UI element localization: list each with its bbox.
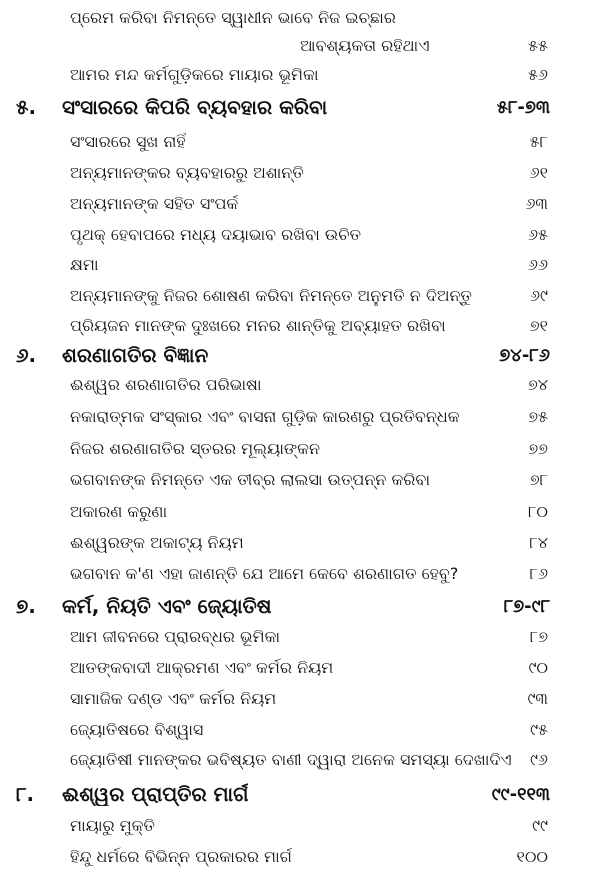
entry-title: ନକାରାତ୍ମକ ସଂସ୍କାର ଏବଂ ବାସନା ଗୁଡ଼ିକ କାରଣରୁ ପ୍ରତିବନ୍ଧକ xyxy=(70,407,460,426)
entry-title: ଆମର ମନ୍ଦ କର୍ମଗୁଡ଼ିକରେ ମାୟାର ଭୂମିକା xyxy=(70,65,319,84)
chapter-title: କର୍ମ, ନିୟତି ଏବଂ ଜ୍ୟୋତିଷ xyxy=(62,594,272,618)
entry-title: ପ୍ରେମ କରିବା ନିମନ୍ତେ ସ୍ୱାଧୀନ ଭାବେ ନିଜ ଇଚ୍ଛାର xyxy=(70,8,396,27)
entry-page-number: ୯୫ xyxy=(530,720,548,739)
toc-entry xyxy=(0,189,600,219)
entry-page-number: ୭୧ xyxy=(529,316,548,335)
toc-entry xyxy=(0,684,600,714)
entry-title: ସଂସାରରେ ସୁଖ ନାହିଁ xyxy=(70,132,186,151)
entry-title: ସାମାଜିକ ଦଣ୍ଡ ଏବଂ କର୍ମର ନିୟମ xyxy=(70,689,277,708)
entry-page-number: ୬୬ xyxy=(527,255,548,274)
entry-title: ପୃଥକ୍ ହେବାପରେ ମଧ୍ୟ ଦୟାଭାବ ରଖିବା ଉଚିତ xyxy=(70,225,361,244)
entry-title: ଅନ୍ୟମାନଙ୍କୁ ନିଜର ଶୋଷଣ କରିବା ନିମନ୍ତେ ଅନୁମତି ନ ଦିଅନ୍ତୁ xyxy=(70,286,472,305)
entry-page-number: ୯୬ xyxy=(529,750,548,769)
toc-entry xyxy=(0,653,600,683)
entry-page-number: ୬୧ xyxy=(529,163,548,182)
entry-title: ପ୍ରିୟଜନ ମାନଙ୍କ ଦୁଃଖରେ ମନର ଶାନ୍ତିକୁ ଅବ୍ୟାହତ ରଖିବା xyxy=(70,316,446,335)
toc-entry xyxy=(0,402,600,432)
entry-page-number: ୬୩ xyxy=(525,194,548,213)
entry-title: ଅନ୍ୟମାନଙ୍କ ସହିତ ସଂପର୍କ xyxy=(70,194,239,213)
entry-title: ଜ୍ୟୋତିଷୀ ମାନଙ୍କର ଭବିଷ୍ୟତ ବାଣୀ ଦ୍ୱାରା ଅନେକ ସମସ୍ୟା ଦେଖାଦିଏ xyxy=(70,750,512,769)
entry-page-number: ୭୮ xyxy=(529,470,548,489)
entry-page-number: ୫୮ xyxy=(529,132,548,151)
entry-page-number: ୯୦ xyxy=(528,658,548,677)
entry-title: ଭଗବାନ କ'ଣ ଏହା ଜାଣନ୍ତି ଯେ ଆମେ କେବେ ଶରଣାଗତ ହେବୁ? xyxy=(70,564,459,583)
toc-entry xyxy=(0,528,600,558)
chapter-title: ସଂସାରରେ କିପରି ବ୍ୟବହାର କରିବା xyxy=(62,95,328,119)
toc-entry xyxy=(0,842,600,872)
entry-title: ଆତଙ୍କବାଦୀ ଆକ୍ରମଣ ଏବଂ କର୍ମର ନିୟମ xyxy=(70,658,334,677)
chapter-page-range: ୭୪-୮୬ xyxy=(499,344,550,366)
chapter-number: ୫. xyxy=(16,95,37,119)
entry-title: ଈଶ୍ୱରଙ୍କ ଅକାଟ୍ୟ ନିୟମ xyxy=(70,533,244,552)
chapter-title: ଶରଣାଗତିର ବିଜ୍ଞାନ xyxy=(62,343,209,367)
toc-entry xyxy=(0,250,600,280)
toc-entry xyxy=(0,745,600,775)
entry-title: ନିଜର ଶରଣାଗତିର ସ୍ତରର ମୂଲ୍ୟାଙ୍କନ xyxy=(70,439,320,458)
chapter-title: ଈଶ୍ୱର ପ୍ରାପ୍ତିର ମାର୍ଗ xyxy=(62,782,249,806)
entry-page-number: ୯୯ xyxy=(532,816,548,835)
chapter-number: ୭. xyxy=(16,594,36,618)
entry-page-number: ୮୬ xyxy=(529,564,548,583)
toc-chapter-heading xyxy=(0,340,600,370)
toc-entry xyxy=(0,465,600,495)
entry-page-number: ୮୦ xyxy=(528,502,548,521)
entry-page-number: ୯୩ xyxy=(527,689,548,708)
entry-page-number: ୬୯ xyxy=(529,286,548,305)
toc-entry xyxy=(0,370,600,400)
entry-page-number: ୬୫ xyxy=(527,225,548,244)
entry-title: ହିନ୍ଦୁ ଧର୍ମରେ ବିଭିନ୍ନ ପ୍ରକାରର ମାର୍ଗ xyxy=(70,847,292,866)
toc-entry xyxy=(0,811,600,841)
toc-entry xyxy=(0,311,600,341)
toc-chapter-heading xyxy=(0,779,600,809)
toc-chapter-heading xyxy=(0,92,600,122)
toc-entry xyxy=(0,158,600,188)
entry-page-number: ୭୪ xyxy=(527,375,548,394)
entry-page-number: ୮୭ xyxy=(529,627,548,646)
chapter-page-range: ୯୯-୧୧୩ xyxy=(491,783,550,805)
entry-title: ଜ୍ୟୋତିଷରେ ବିଶ୍ୱାସ xyxy=(70,720,204,739)
chapter-number: ୮. xyxy=(16,782,35,806)
entry-title: ଅକାରଣ କରୁଣା xyxy=(70,502,168,521)
toc-entry xyxy=(0,559,600,589)
toc-entry xyxy=(0,715,600,745)
toc-entry xyxy=(0,3,600,33)
chapter-page-range: ୮୭-୯୮ xyxy=(503,595,550,617)
toc-entry xyxy=(0,127,600,157)
entry-title: ଈଶ୍ୱର ଶରଣାଗତିର ପରିଭାଷା xyxy=(70,375,262,394)
entry-title: ଭଗବାନଙ୍କ ନିମନ୍ତେ ଏକ ତୀବ୍ର ଲାଲସା ଉତ୍ପନ୍ନ କରିବା xyxy=(70,470,430,489)
toc-entry xyxy=(0,220,600,250)
entry-title: କ୍ଷମା xyxy=(70,255,99,274)
entry-page-number: ୮୪ xyxy=(529,533,548,552)
entry-page-number: ୧୦୦ xyxy=(516,847,548,866)
toc-chapter-heading xyxy=(0,591,600,621)
chapter-number: ୬. xyxy=(16,343,37,367)
toc-entry xyxy=(0,281,600,311)
toc-entry xyxy=(0,622,600,652)
entry-page-number: ୫୫ xyxy=(528,36,548,55)
entry-page-number: ୭୭ xyxy=(528,439,548,458)
entry-title: ଅନ୍ୟମାନଙ୍କର ବ୍ୟବହାରରୁ ଅଶାନ୍ତି xyxy=(70,163,304,182)
chapter-page-range: ୫୮-୭୩ xyxy=(496,96,550,118)
toc-entry xyxy=(0,60,600,90)
entry-page-number: ୫୬ xyxy=(527,65,548,84)
entry-page-number: ୭୫ xyxy=(528,407,548,426)
entry-title: ମାୟାରୁ ମୁକ୍ତି xyxy=(70,816,155,835)
toc-entry xyxy=(0,31,600,61)
entry-title: ଆମ ଜୀବନରେ ପ୍ରାରବ୍ଧର ଭୂମିକା xyxy=(70,627,281,646)
toc-entry xyxy=(0,434,600,464)
toc-entry xyxy=(0,497,600,527)
entry-title: ଆବଶ୍ୟକତା ରହିଥାଏ xyxy=(300,36,430,55)
